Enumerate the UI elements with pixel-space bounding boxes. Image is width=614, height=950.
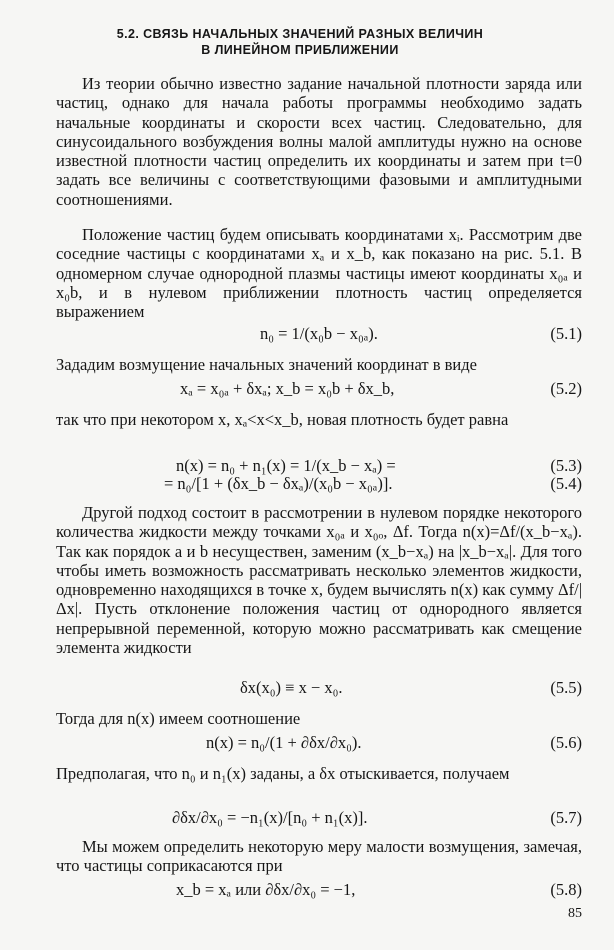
equation-5-8 xyxy=(56,880,582,900)
section-title-line-2: В ЛИНЕЙНОМ ПРИБЛИЖЕНИИ xyxy=(201,43,399,57)
equation-formula: n(x) = n₀ + n₁(x) = 1/(x_b − xₐ) = xyxy=(176,456,396,475)
equation-formula: n(x) = n₀/(1 + ∂δx/∂x₀). xyxy=(206,733,362,752)
equation-number: (5.3) xyxy=(550,456,582,475)
equation-number: (5.6) xyxy=(550,733,582,752)
equation-5-2 xyxy=(56,379,582,399)
paragraph-6: Тогда для n(x) имеем соотношение xyxy=(56,709,301,728)
equation-formula: xₐ = x₀ₐ + δxₐ; x_b = x₀b + δx_b, xyxy=(180,379,395,398)
equation-number: (5.5) xyxy=(550,678,582,697)
page-number: 85 xyxy=(568,906,582,921)
paragraph-5: Другой подход состоит в рассмотрении в нулевом порядке некоторого количества жидкости между точками x₀ₐ и x₀ₒ, Δf. Тогда n(x)=Δf/(x_b−xₐ). Так как порядок a и b несуществен, заменим (x_b−xₐ) на |x_b−xₐ|. Для того чтобы иметь возможность рассматривать несколько элементов жидкости, одновременно находящихся в точке x, будем вычислять n(x) как сумму Δf/|Δx|. Пусть отклонение положения частиц от однородного является непрерывной переменной, которую можно рассматривать как смещение элемента жидкости xyxy=(56,503,582,658)
equation-5-5 xyxy=(56,678,582,698)
equation-number: (5.8) xyxy=(550,880,582,899)
equation-formula: x_b = xₐ или ∂δx/∂x₀ = −1, xyxy=(176,880,356,899)
paragraph-3: Зададим возмущение начальных значений координат в виде xyxy=(56,355,477,374)
paragraph-8: Мы можем определить некоторую меру малости возмущения, замечая, что частицы соприкасаются при xyxy=(56,837,582,876)
equation-number: (5.2) xyxy=(550,379,582,398)
equation-formula: n₀ = 1/(x₀b − x₀ₐ). xyxy=(260,324,378,343)
equation-number: (5.4) xyxy=(550,474,582,493)
equation-number: (5.7) xyxy=(550,808,582,827)
equation-formula: = n₀/[1 + (δx_b − δxₐ)/(x₀b − x₀ₐ)]. xyxy=(164,474,393,493)
equation-formula: δx(x₀) ≡ x − x₀. xyxy=(240,678,343,697)
equation-5-6 xyxy=(56,733,582,753)
paragraph-7: Предполагая, что n₀ и n₁(x) заданы, а δx отыскивается, получаем xyxy=(56,764,510,783)
equation-formula: ∂δx/∂x₀ = −n₁(x)/[n₀ + n₁(x)]. xyxy=(172,808,368,827)
section-title xyxy=(40,26,560,58)
equation-number: (5.1) xyxy=(550,324,582,343)
paragraph-2: Положение частиц будем описывать координатами xᵢ. Рассмотрим две соседние частицы с координатами xₐ и x_b, как показано на рис. 5.1. В одномерном случае однородной плазмы частицы имеют координаты x₀ₐ и x₀b, и в нулевом приближении плотность частиц определяется выражением xyxy=(56,225,582,322)
equation-5-1 xyxy=(56,324,582,344)
paragraph-4: так что при некотором x, xₐ<x<x_b, новая плотность будет равна xyxy=(56,410,509,429)
equation-5-3 xyxy=(56,456,582,476)
section-title-line-1: 5.2. СВЯЗЬ НАЧАЛЬНЫХ ЗНАЧЕНИЙ РАЗНЫХ ВЕЛИЧИН xyxy=(116,27,484,41)
equation-5-7 xyxy=(56,808,582,828)
equation-5-4 xyxy=(56,474,582,494)
paragraph-1: Из теории обычно известно задание начальной плотности заряда или частиц, однако для начала работы программы необходимо задать начальные координаты и скорости всех частиц. Следовательно, для синусоидального возбуждения волны малой амплитуды нужно на основе известной плотности частиц определить их координаты и затем при t=0 задать все величины с соответствующими фазовыми и амплитудными соотношениями. xyxy=(56,74,582,209)
